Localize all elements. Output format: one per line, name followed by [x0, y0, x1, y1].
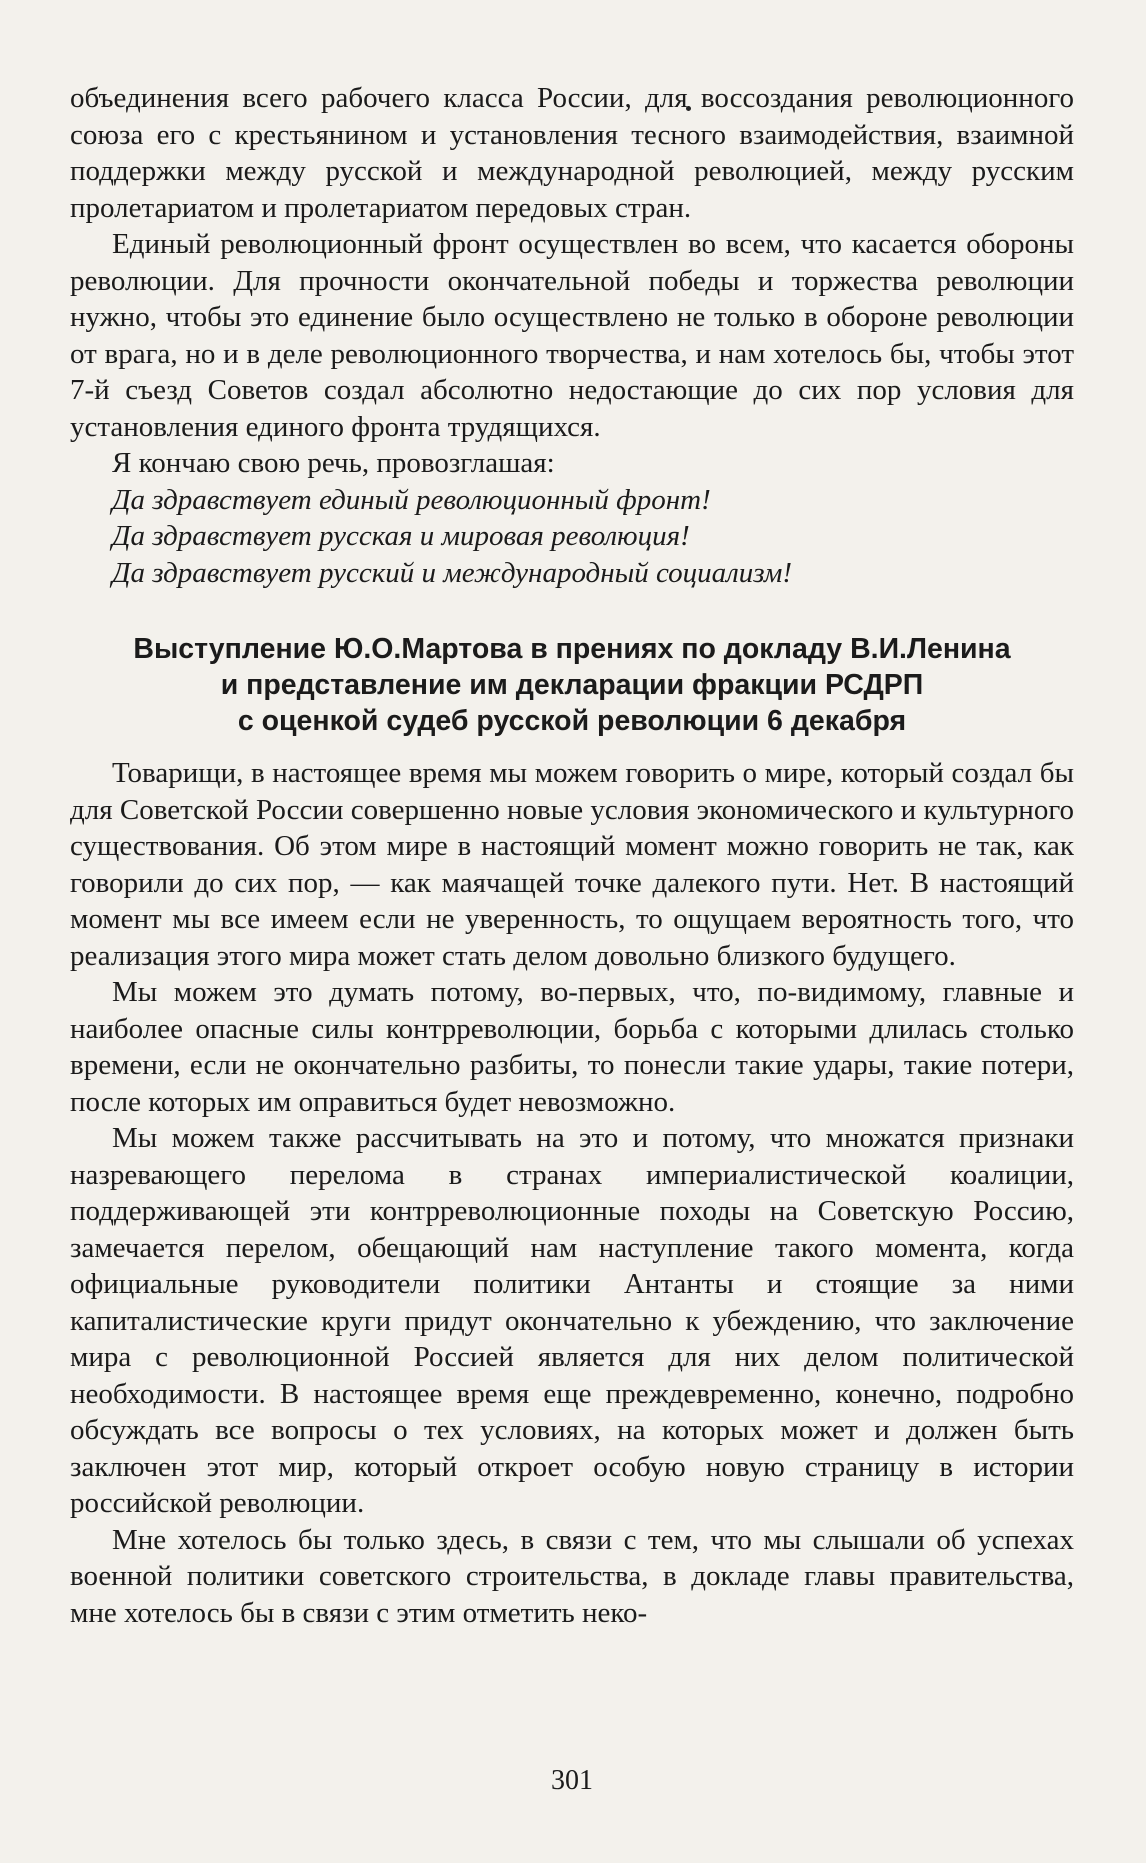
slogan-line: Да здравствует русская и мировая революция! [112, 520, 690, 552]
section-heading [70, 631, 1074, 739]
paragraph-peace: Товарищи, в настоящее время мы можем говорить о мире, который создал бы для Советской России совершенно новые условия экономического и культурного существования. Об этом мире в настоящий момент можно говорить не так, как говорили до сих пор, — как маячащей точке далекого пути. Нет. В настоящий момент мы все имеем если не уверенность, то ощущаем вероятность того, что реализация этого мира может стать делом довольно близкого будущего. [70, 757, 1074, 972]
paragraph-continuation: объединения всего рабочего класса России, для воссоздания революционного союза его с крестьянином и установления тесного взаимодействия, взаимной поддержки между русской и международной революцией, между русским пролетариатом и пролетариатом передовых стран. [70, 82, 1074, 224]
book-page [70, 60, 1080, 1840]
paragraph-closing-speech: Я кончаю свою речь, провозглашая: [112, 447, 555, 479]
paragraph-united-front: Единый революционный фронт осуществлен во всем, что касается обороны революции. Для прочности окончательной победы и торжества революции нужно, чтобы это единение было осуществлено не только в обороне революции от врага, но и в деле революционного творчества, и нам хотелось бы, чтобы этот 7-й съезд Советов создал абсолютно недостающие до сих пор условия для установления единого фронта трудящихся. [70, 228, 1074, 443]
page-number: 301 [551, 1765, 593, 1796]
page-text [70, 80, 1074, 1631]
slogan-line: Да здравствует русский и международный социализм! [112, 556, 793, 589]
section-heading-line: Выступление Ю.О.Мартова в прениях по докладу В.И.Ленина [133, 633, 1011, 665]
section-heading-line: с оценкой судеб русской революции 6 декабря [237, 705, 907, 737]
paragraph-counterrevolution: Мы можем это думать потому, во-первых, что, по-видимому, главные и наиболее опасные силы контрреволюции, борьба с которыми длилась столько времени, если не окончательно разбиты, то понесли такие удары, такие потери, после которых им оправиться будет невозможно. [70, 976, 1074, 1118]
section-heading-line: и представление им декларации фракции РСДРП [220, 669, 924, 701]
slogan-line: Да здравствует единый революционный фронт! [112, 483, 711, 516]
paragraph-coalition: Мы можем также рассчитывать на это и потому, что множатся признаки назревающего перелома в странах империалистической коалиции, поддерживающей эти контрреволюционные походы на Советскую Россию, замечается перелом, обещающий нам наступление такого момента, когда официальные руководители политики Антанты и стоящие за ними капиталистические круги придут окончательно к убеждению, что заключение мира с революционной Россией является для них делом политической необходимости. В настоящее время еще преждевременно, конечно, подробно обсуждать все вопросы о тех условиях, на которых может и должен быть заключен этот мир, который откроет особую новую страницу в истории российской революции. [70, 1122, 1074, 1519]
paragraph-military-policy: Мне хотелось бы только здесь, в связи с тем, что мы слышали об успехах военной политики советского строительства, в докладе главы правительства, мне хотелось бы в связи с этим отметить неко- [70, 1523, 1074, 1629]
